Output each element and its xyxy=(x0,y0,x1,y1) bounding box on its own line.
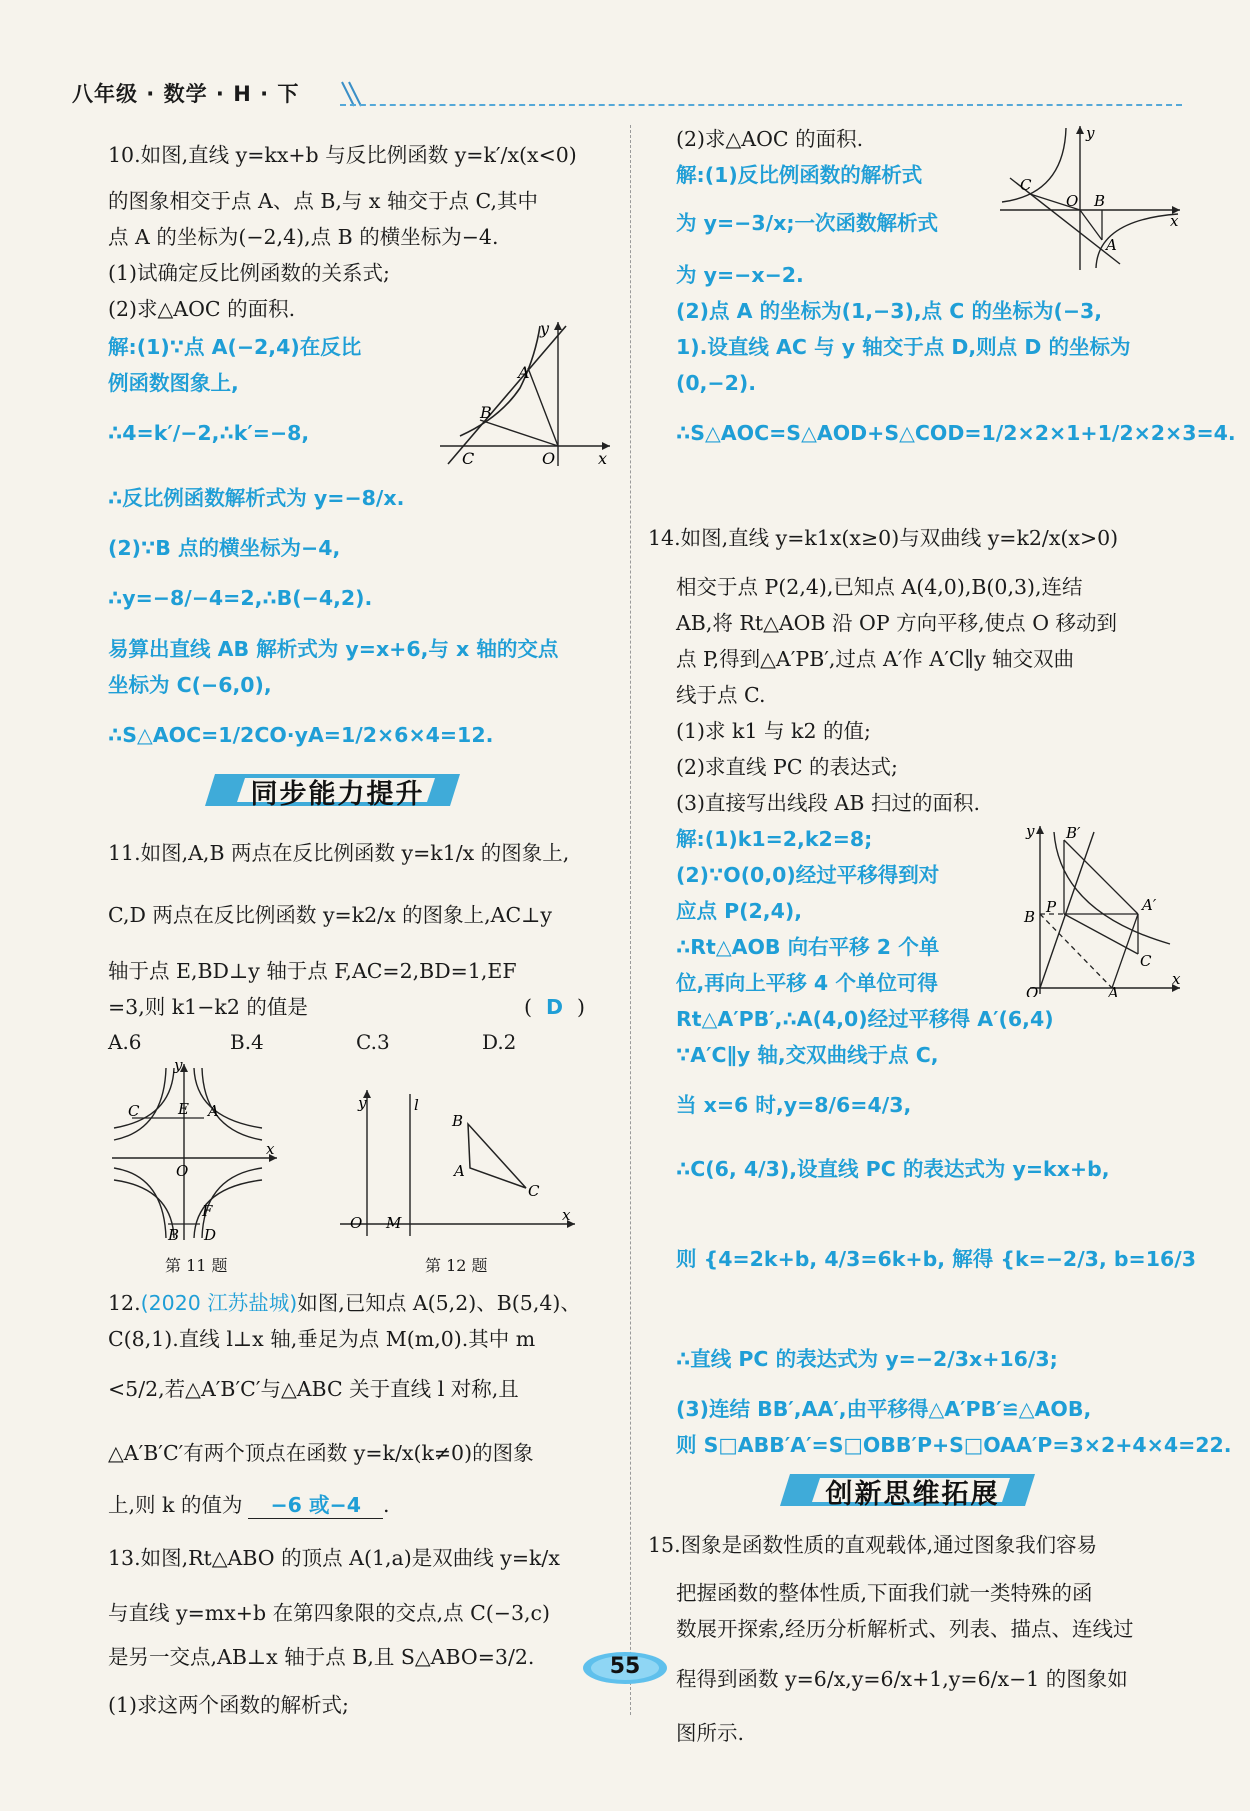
svg-text:A: A xyxy=(518,363,530,382)
q12-line: <5/2,若△A′B′C′与△ABC 关于直线 l 对称,且 xyxy=(108,1377,519,1401)
q14-line: AB,将 Rt△AOB 沿 OP 方向平移,使点 O 移动到 xyxy=(676,611,1118,635)
q15-line: 15.图象是函数性质的直观载体,通过图象我们容易 xyxy=(648,1533,1098,1557)
q13-line: 与直线 y=mx+b 在第四象限的交点,点 C(−3,c) xyxy=(108,1601,551,1625)
q12-line-first: 12.(2020 江苏盐城)如图,已知点 A(5,2)、B(5,4)、 xyxy=(108,1291,581,1315)
q14-solution: (2)∵O(0,0)经过平移得到对 xyxy=(676,863,940,887)
svg-text:B′: B′ xyxy=(1066,824,1081,842)
q11-line: =3,则 k1−k2 的值是 xyxy=(108,995,308,1019)
q13b-solution: ∴S△AOC=S△AOD+S△COD=1/2×2×1+1/2×2×3=4. xyxy=(676,421,1236,445)
svg-text:C: C xyxy=(528,1182,540,1200)
q13b-line: (2)求△AOC 的面积. xyxy=(676,127,864,151)
q14-solution: 则 {4=2k+b, 4/3=6k+b, 解得 {k=−2/3, b=16/3 xyxy=(676,1247,1196,1271)
q10-solution: (2)∵B 点的横坐标为−4, xyxy=(108,536,341,560)
q12-last-line: 上,则 k 的值为 −6 或−4 . xyxy=(108,1493,390,1517)
q14-line: (3)直接写出线段 AB 扫过的面积. xyxy=(676,791,980,815)
q13b-solution: 解:(1)反比例函数的解析式 xyxy=(676,163,923,187)
svg-text:y: y xyxy=(1086,124,1095,142)
q11-answer-bracket: ( D ) xyxy=(524,995,586,1019)
q11-choice: C.3 xyxy=(356,1030,390,1054)
q13-line: 13.如图,Rt△ABO 的顶点 A(1,a)是双曲线 y=k/x xyxy=(108,1546,560,1570)
header-title: 八年级 · 数学 · H · 下 xyxy=(72,82,300,106)
svg-text:C: C xyxy=(1140,952,1152,970)
svg-text:y: y xyxy=(358,1094,367,1112)
q12-line: 上,则 k 的值为 xyxy=(108,1493,243,1517)
q14-line: 点 P,得到△A′PB′,过点 A′作 A′C∥y 轴交双曲 xyxy=(676,647,1075,671)
column-divider xyxy=(630,125,631,1715)
svg-text:y: y xyxy=(540,319,550,338)
q12-source: (2020 江苏盐城) xyxy=(140,1291,298,1315)
q11-choice: D.2 xyxy=(482,1030,517,1054)
q13b-solution: 为 y=−x−2. xyxy=(676,263,804,287)
q10-line: 点 A 的坐标为(−2,4),点 B 的横坐标为−4. xyxy=(108,225,499,249)
svg-text:O: O xyxy=(350,1214,363,1232)
svg-text:D: D xyxy=(204,1226,217,1243)
svg-text:E: E xyxy=(178,1100,189,1118)
q12-answer: −6 或−4 xyxy=(248,1492,383,1519)
svg-text:A: A xyxy=(1108,984,1119,997)
svg-text:x: x xyxy=(1172,970,1181,988)
q13-line: (1)求这两个函数的解析式; xyxy=(108,1693,349,1717)
q14-solution: 当 x=6 时,y=8/6=4/3, xyxy=(676,1093,912,1117)
svg-text:B: B xyxy=(452,1112,464,1130)
svg-text:A′: A′ xyxy=(1142,896,1157,914)
q10-line: 的图象相交于点 A、点 B,与 x 轴交于点 C,其中 xyxy=(108,189,538,213)
q14-line: 线于点 C. xyxy=(676,683,766,707)
q14-solution: Rt△A′PB′,∴A(4,0)经过平移得 A′(6,4) xyxy=(676,1007,1054,1031)
q15-line: 图所示. xyxy=(676,1721,745,1745)
q14-solution: ∵A′C∥y 轴,交双曲线于点 C, xyxy=(676,1043,939,1067)
section-title: 创新思维拓展 xyxy=(825,1479,1000,1510)
svg-text:B: B xyxy=(480,403,492,422)
svg-text:O: O xyxy=(542,449,556,468)
q10-solution: 坐标为 C(−6,0), xyxy=(108,673,272,697)
q11-figure xyxy=(112,1058,282,1243)
svg-text:P: P xyxy=(1046,898,1057,916)
svg-text:x: x xyxy=(598,449,608,468)
svg-text:C: C xyxy=(462,449,475,468)
q14-solution: 则 S□ABB′A′=S□OBB′P+S□OAA′P=3×2+4×4=22. xyxy=(676,1433,1232,1457)
q10-solution: 解:(1)∵点 A(−2,4)在反比 xyxy=(108,335,362,359)
svg-text:M: M xyxy=(386,1214,402,1232)
q13b-solution: 为 y=−3/x;一次函数解析式 xyxy=(676,211,939,235)
svg-text:x: x xyxy=(1170,212,1179,230)
q15-line: 把握函数的整体性质,下面我们就一类特殊的函 xyxy=(676,1581,1093,1605)
q12-figure-caption: 第 12 题 xyxy=(425,1256,488,1275)
q14-solution: 解:(1)k1=2,k2=8; xyxy=(676,827,873,851)
q13b-solution: (2)点 A 的坐标为(1,−3),点 C 的坐标为(−3, xyxy=(676,299,1103,323)
q15-line: 程得到函数 y=6/x,y=6/x+1,y=6/x−1 的图象如 xyxy=(676,1667,1128,1691)
q10-solution: 易算出直线 AB 解析式为 y=x+6,与 x 轴的交点 xyxy=(108,637,559,661)
q14-solution: ∴C(6, 4/3),设直线 PC 的表达式为 y=kx+b, xyxy=(676,1157,1110,1181)
svg-text:l: l xyxy=(414,1096,419,1114)
q10-solution: ∴4=k′/−2,∴k′=−8, xyxy=(108,421,310,445)
svg-text:A: A xyxy=(1106,236,1117,254)
q14-solution: (3)连结 BB′,AA′,由平移得△A′PB′≌△AOB, xyxy=(676,1397,1092,1421)
q11-answer: D xyxy=(546,995,564,1019)
q10-line: (2)求△AOC 的面积. xyxy=(108,297,296,321)
q12-line: △A′B′C′有两个顶点在函数 y=k/x(k≠0)的图象 xyxy=(108,1441,534,1465)
q10-figure xyxy=(440,318,615,468)
q12-line: 如图,已知点 A(5,2)、B(5,4)、 xyxy=(297,1291,581,1315)
header-rule xyxy=(340,104,1182,106)
q11-line: 轴于点 E,BD⊥y 轴于点 F,AC=2,BD=1,EF xyxy=(108,959,517,983)
q13b-solution: (0,−2). xyxy=(676,371,757,395)
q13-line: 是另一交点,AB⊥x 轴于点 B,且 S△ABO=3/2. xyxy=(108,1645,535,1669)
svg-text:B: B xyxy=(1024,908,1036,926)
q14-solution: ∴直线 PC 的表达式为 y=−2/3x+16/3; xyxy=(676,1347,1058,1371)
q13-figure xyxy=(1000,122,1185,272)
svg-text:A: A xyxy=(208,1102,219,1120)
q10-solution: ∴S△AOC=1/2CO·yA=1/2×6×4=12. xyxy=(108,723,494,747)
page-number-badge xyxy=(580,1648,670,1688)
q10-line: (1)试确定反比例函数的关系式; xyxy=(108,261,390,285)
svg-text:C: C xyxy=(128,1102,140,1120)
svg-text:F: F xyxy=(202,1202,213,1220)
q10-solution: ∴y=−8/−4=2,∴B(−4,2). xyxy=(108,586,373,610)
q14-line: 相交于点 P(2,4),已知点 A(4,0),B(0,3),连结 xyxy=(676,575,1083,599)
q14-solution: 位,再向上平移 4 个单位可得 xyxy=(676,971,938,995)
q13b-solution: 1).设直线 AC 与 y 轴交于点 D,则点 D 的坐标为 xyxy=(676,335,1131,359)
svg-text:x: x xyxy=(562,1206,571,1224)
q14-solution: 应点 P(2,4), xyxy=(676,899,803,923)
svg-text:B: B xyxy=(168,1226,180,1243)
section-banner-sync xyxy=(205,768,470,812)
q10-solution: ∴反比例函数解析式为 y=−8/x. xyxy=(108,486,405,510)
svg-text:O: O xyxy=(1066,192,1079,210)
svg-text:y: y xyxy=(174,1058,183,1074)
section-title: 同步能力提升 xyxy=(250,779,425,810)
q10-solution: 例函数图象上, xyxy=(108,371,239,395)
svg-text:x: x xyxy=(266,1140,275,1158)
section-banner-innovation xyxy=(780,1468,1045,1512)
page-number: 55 xyxy=(609,1654,641,1679)
q11-figure-caption: 第 11 题 xyxy=(165,1256,228,1275)
q14-line: (1)求 k1 与 k2 的值; xyxy=(676,719,871,743)
q14-solution: ∴Rt△AOB 向右平移 2 个单 xyxy=(676,935,940,959)
q14-line: (2)求直线 PC 的表达式; xyxy=(676,755,898,779)
svg-text:A: A xyxy=(454,1162,465,1180)
q10-line: 10.如图,直线 y=kx+b 与反比例函数 y=k′/x(x<0) xyxy=(108,143,577,167)
q12-line: C(8,1).直线 l⊥x 轴,垂足为点 M(m,0).其中 m xyxy=(108,1327,536,1351)
q15-line: 数展开探索,经历分析解析式、列表、描点、连线过 xyxy=(676,1617,1134,1641)
q11-line: C,D 两点在反比例函数 y=k2/x 的图象上,AC⊥y xyxy=(108,903,553,927)
q14-figure xyxy=(1020,822,1185,997)
q14-line: 14.如图,直线 y=k1x(x≥0)与双曲线 y=k2/x(x>0) xyxy=(648,526,1119,550)
q11-line: 11.如图,A,B 两点在反比例函数 y=k1/x 的图象上, xyxy=(108,841,570,865)
svg-text:C: C xyxy=(1020,176,1032,194)
svg-text:O: O xyxy=(1026,984,1039,997)
svg-text:B: B xyxy=(1094,192,1106,210)
svg-text:y: y xyxy=(1026,822,1035,840)
svg-text:O: O xyxy=(176,1162,189,1180)
q11-choice: A.6 xyxy=(108,1030,142,1054)
q11-choice: B.4 xyxy=(230,1030,264,1054)
q12-figure xyxy=(340,1088,580,1238)
